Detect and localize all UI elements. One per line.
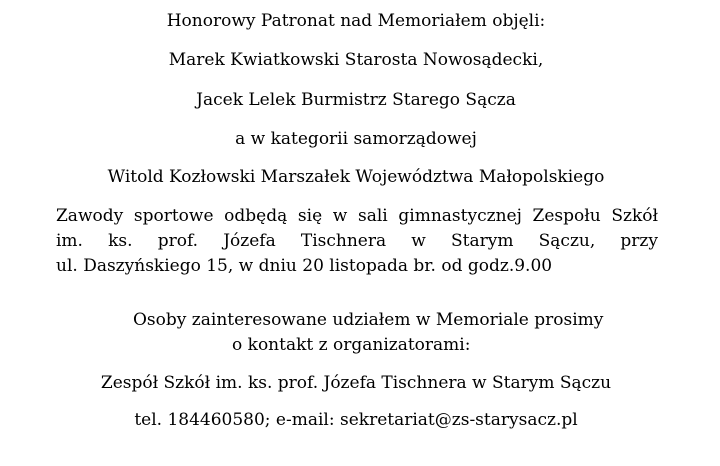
contact-invite-line-1: Osoby zainteresowane udziałem w Memoriale prosimy <box>133 310 604 330</box>
patron-burmistrz: Jacek Lelek Burmistrz Starego Sącza <box>196 90 516 110</box>
patron-marszalek: Witold Kozłowski Marszałek Województwa Małopolskiego <box>107 167 605 187</box>
venue-line-1: Zawody sportowe odbędą się w sali gimnastycznej Zespołu Szkół <box>56 206 658 226</box>
venue-line-2: im. ks. prof. Józefa Tischnera w Starym Sączu, przy <box>56 231 658 251</box>
patron-starosta: Marek Kwiatkowski Starosta Nowosądecki, <box>168 50 544 70</box>
contact-invite-line-2: o kontakt z organizatorami: <box>232 335 471 355</box>
organizer-name: Zespół Szkół im. ks. prof. Józefa Tischnera w Starym Sączu <box>100 373 612 393</box>
patronage-heading: Honorowy Patronat nad Memoriałem objęli: <box>166 11 546 31</box>
organizer-contact: tel. 184460580; e-mail: sekretariat@zs-starysacz.pl <box>134 410 578 430</box>
venue-line-3: ul. Daszyńskiego 15, w dniu 20 listopada br. od godz.9.00 <box>56 256 553 276</box>
category-line: a w kategorii samorządowej <box>235 129 477 149</box>
